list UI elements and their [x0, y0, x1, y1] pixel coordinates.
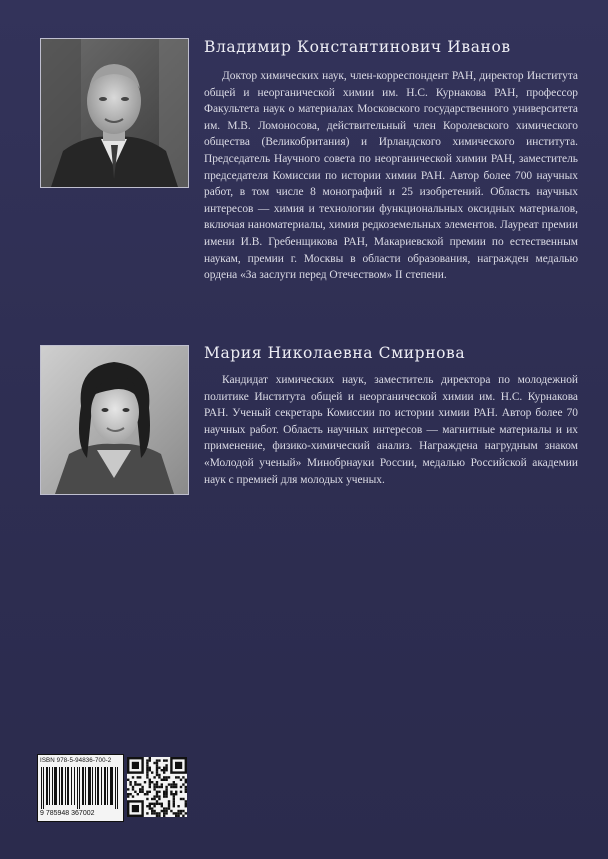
author-photo-smirnova — [40, 345, 189, 495]
author-bio: Доктор химических наук, член-корреспондент РАН, директор Института общей и неорганической химии им. Н.С. Курнакова РАН, профессор Факультета наук о материалах Московского государственного университета им. М.В. Ломоносова, действительный член Королевского химического общества (Великобритания) и Ирландского химического института. Председатель Научного совета по неорганической химии РАН, заместитель председателя Комиссии по истории химии РАН. Автор более 700 научных работ, в том числе 8 монографий и 25 изобретений. Область научных интересов — химия и технологии функциональных оксидных материалов, включая наноматериалы, химия редкоземельных элементов. Лауреат премии имени И.В. Гребенщикова РАН, Макариевской премии по естественным наукам, премии г. Москвы в области образования, награжден медалью ордена «За заслуги перед Отечеством» II степени. — [204, 70, 578, 282]
author-photo-ivanov — [40, 38, 189, 188]
author-name: Владимир Константинович Иванов — [204, 38, 511, 56]
author-bio: Кандидат химических наук, заместитель директора по молодежной политике Института общей и неорганической химии им. Н.С. Курнакова РАН. Ученый секретарь Комиссии по истории химии РАН. Автор более 70 научных работ. Область научных интересов — магнитные материалы и их применение, физико-химический анализ. Награждена нагрудным знаком «Молодой ученый» Минобрнауки России, медалью Российской академии наук с премией для молодых ученых. — [204, 374, 578, 486]
barcode-icon — [41, 767, 119, 809]
author-name: Мария Николаевна Смирнова — [204, 344, 466, 362]
qr-code-icon — [127, 757, 187, 817]
barcode-digits: 9 785948 367002 — [40, 810, 95, 817]
isbn-label: ISBN 978-5-94836-700-2 — [40, 757, 112, 764]
isbn-barcode — [37, 754, 124, 822]
